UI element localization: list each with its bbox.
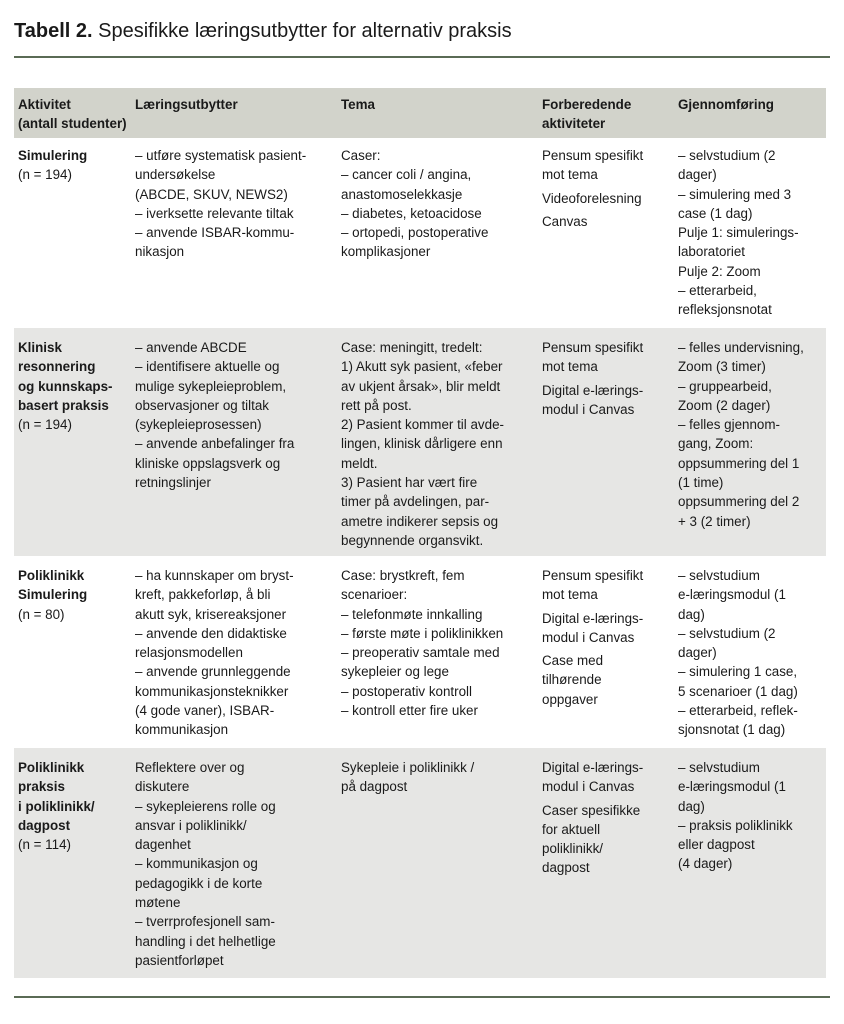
cell-line: Gjennomføring bbox=[678, 97, 774, 112]
cell-line: oppsummering del 1 bbox=[678, 455, 800, 471]
cell-line: refleksjonsnotat bbox=[678, 302, 772, 318]
bottom-rule bbox=[14, 996, 830, 998]
prep-group bbox=[542, 212, 670, 231]
cell-line: kommunikasjonsteknikker bbox=[135, 683, 289, 699]
cell-line: – telefonmøte innkalling bbox=[341, 606, 483, 622]
activity-cell bbox=[14, 146, 131, 328]
cell-line: gang, Zoom: bbox=[678, 436, 754, 452]
cell-line: og kunnskaps- bbox=[18, 378, 113, 394]
cell-line: – ortopedi, postoperative bbox=[341, 225, 489, 241]
cell-line: kreft, pakkeforløp, å bli bbox=[135, 587, 271, 603]
cell-line: Caser spesifikke bbox=[542, 802, 641, 818]
cell-line: pedagogikk i de korte bbox=[135, 875, 263, 891]
cell-line: Forberedende bbox=[542, 97, 632, 112]
cell-line: – anvende anbefalinger fra bbox=[135, 436, 295, 452]
execution-cell bbox=[674, 338, 826, 556]
cell-line: dager) bbox=[678, 645, 717, 661]
cell-line: – felles gjennom- bbox=[678, 417, 780, 433]
cell-line: Sykepleie i poliklinikk / bbox=[341, 760, 475, 775]
cell-line: (4 dager) bbox=[678, 856, 733, 872]
cell-line: poliklinikk/ bbox=[542, 841, 604, 857]
cell-line: undersøkelse bbox=[135, 167, 216, 183]
prep-cell bbox=[538, 758, 674, 978]
cell-line: (4 gode vaner), ISBAR- bbox=[135, 703, 275, 719]
header-cell bbox=[131, 95, 337, 138]
cell-line: Pensum spesifikt bbox=[542, 568, 644, 583]
execution-cell bbox=[674, 758, 826, 978]
caption-text: Spesifikke læringsutbytter for alternativ praksis bbox=[92, 20, 512, 42]
activity-cell bbox=[14, 338, 131, 556]
cell-line: – første møte i poliklinikken bbox=[341, 625, 504, 641]
cell-line: aktiviteter bbox=[542, 116, 606, 132]
cell-line: 2) Pasient kommer til avde- bbox=[341, 417, 504, 433]
cell-line: mot tema bbox=[542, 587, 598, 603]
cell-line: 1) Akutt syk pasient, «feber bbox=[341, 359, 503, 375]
cell-line: ansvar i poliklinikk/ bbox=[135, 817, 247, 833]
cell-line: – anvende ABCDE bbox=[135, 340, 247, 355]
cell-line: (antall studenter) bbox=[18, 116, 127, 132]
cell-line: Digital e-lærings- bbox=[542, 610, 644, 626]
cell-line: basert praksis bbox=[18, 397, 109, 413]
count: (n = 194) bbox=[18, 167, 72, 183]
cell-line: retningslinjer bbox=[135, 475, 211, 491]
cell-line: Simulering bbox=[18, 148, 88, 163]
cell-line: – iverksette relevante tiltak bbox=[135, 205, 294, 221]
table-row bbox=[14, 748, 826, 978]
cell-line: praksis bbox=[18, 779, 65, 795]
prep-cell bbox=[538, 338, 674, 556]
cell-line: – simulering 1 case, bbox=[678, 664, 798, 680]
header-cell bbox=[337, 95, 538, 138]
cell-line: 5 scenarioer (1 dag) bbox=[678, 683, 798, 699]
cell-line: Case med bbox=[542, 653, 604, 669]
cell-line: dag) bbox=[678, 606, 705, 622]
count: (n = 194) bbox=[18, 417, 72, 433]
prep-group bbox=[542, 801, 670, 878]
cell-line: Pensum spesifikt bbox=[542, 340, 644, 355]
prep-group bbox=[542, 651, 670, 709]
cell-line: (1 time) bbox=[678, 475, 724, 491]
cell-line: av ukjent årsak», blir meldt bbox=[341, 378, 501, 394]
activity-cell bbox=[14, 758, 131, 978]
cell-line: meldt. bbox=[341, 455, 378, 471]
cell-line: – selvstudium bbox=[678, 760, 760, 775]
cell-line: laboratoriet bbox=[678, 244, 745, 260]
cell-line: – gruppearbeid, bbox=[678, 378, 772, 394]
count: (n = 80) bbox=[18, 606, 65, 622]
cell-line: – anvende den didaktiske bbox=[135, 625, 287, 641]
table-row bbox=[14, 556, 826, 748]
cell-line: 3) Pasient har vært fire bbox=[341, 475, 478, 491]
top-rule bbox=[14, 56, 830, 58]
cell-line: timer på avdelingen, par- bbox=[341, 494, 490, 510]
table-row bbox=[14, 138, 826, 328]
cell-line: – utføre systematisk pasient- bbox=[135, 148, 307, 163]
theme-cell bbox=[337, 566, 538, 748]
cell-line: Læringsutbytter bbox=[135, 97, 238, 112]
cell-line: mulige sykepleieproblem, bbox=[135, 378, 287, 394]
cell-line: – postoperativ kontroll bbox=[341, 683, 473, 699]
cell-line: – kontroll etter fire uker bbox=[341, 703, 478, 719]
cell-line: Poliklinikk bbox=[18, 760, 85, 775]
cell-line: Digital e-lærings- bbox=[542, 760, 644, 775]
cell-line: – selvstudium bbox=[678, 568, 760, 583]
cell-line: resonnering bbox=[18, 359, 96, 375]
prep-group bbox=[542, 609, 670, 648]
cell-line: i poliklinikk/ bbox=[18, 798, 95, 814]
theme-cell bbox=[337, 758, 538, 978]
cell-line: e-læringsmodul (1 bbox=[678, 779, 786, 795]
count: (n = 114) bbox=[18, 837, 71, 853]
cell-line: mot tema bbox=[542, 359, 598, 375]
cell-line: Zoom (3 timer) bbox=[678, 359, 766, 375]
cell-line: – etterarbeid, reflek- bbox=[678, 703, 798, 719]
table-row bbox=[14, 328, 826, 556]
header-cell bbox=[14, 95, 131, 138]
cell-line: sjonsnotat (1 dag) bbox=[678, 722, 786, 738]
cell-line: – anvende ISBAR-kommu- bbox=[135, 225, 295, 241]
cell-line: Case: brystkreft, fem bbox=[341, 568, 465, 583]
cell-line: Pulje 1: simulerings- bbox=[678, 225, 799, 241]
cell-line: e-læringsmodul (1 bbox=[678, 587, 786, 603]
cell-line: tilhørende bbox=[542, 672, 602, 688]
cell-line: nikasjon bbox=[135, 244, 185, 260]
cell-line: dagenhet bbox=[135, 837, 191, 853]
prep-group bbox=[542, 758, 670, 797]
cell-line: Tema bbox=[341, 97, 375, 112]
cell-line: scenarioer: bbox=[341, 587, 408, 603]
outcomes-cell bbox=[131, 338, 337, 556]
cell-line: Zoom (2 dager) bbox=[678, 397, 771, 413]
prep-group bbox=[542, 381, 670, 420]
cell-line: på dagpost bbox=[341, 779, 408, 795]
cell-line: akutt syk, krisereaksjoner bbox=[135, 606, 287, 622]
cell-line: ametre indikerer sepsis og bbox=[341, 513, 499, 529]
cell-line: Aktivitet bbox=[18, 97, 71, 112]
prep-cell bbox=[538, 146, 674, 328]
cell-line: Pulje 2: Zoom bbox=[678, 263, 761, 279]
cell-line: oppgaver bbox=[542, 691, 598, 707]
cell-line: modul i Canvas bbox=[542, 629, 635, 645]
cell-line: for aktuell bbox=[542, 821, 601, 837]
cell-line: – anvende grunnleggende bbox=[135, 664, 291, 680]
theme-cell bbox=[337, 338, 538, 556]
cell-line: – selvstudium (2 bbox=[678, 148, 776, 163]
cell-line: modul i Canvas bbox=[542, 779, 635, 795]
cell-line: – cancer coli / angina, bbox=[341, 167, 472, 183]
cell-line: mot tema bbox=[542, 167, 598, 183]
cell-line: – simulering med 3 bbox=[678, 186, 792, 202]
cell-line: diskutere bbox=[135, 779, 190, 795]
header-row bbox=[14, 88, 826, 138]
cell-line: dager) bbox=[678, 167, 717, 183]
cell-line: anastomoselekkasje bbox=[341, 186, 463, 202]
cell-line: + 3 (2 timer) bbox=[678, 513, 751, 529]
prep-cell bbox=[538, 566, 674, 748]
cell-line: – kommunikasjon og bbox=[135, 856, 258, 872]
cell-line: – felles undervisning, bbox=[678, 340, 804, 355]
cell-line: dagpost bbox=[18, 817, 71, 833]
activity-cell bbox=[14, 566, 131, 748]
cell-line: Canvas bbox=[542, 213, 588, 229]
cell-line: pasientforløpet bbox=[135, 952, 224, 968]
cell-line: observasjoner og tiltak bbox=[135, 397, 269, 413]
cell-line: – tverrprofesjonell sam- bbox=[135, 914, 275, 930]
execution-cell bbox=[674, 566, 826, 748]
prep-group bbox=[542, 146, 670, 185]
cell-line: – ha kunnskaper om bryst- bbox=[135, 568, 294, 583]
cell-line: rett på post. bbox=[341, 397, 412, 413]
cell-line: Videoforelesning bbox=[542, 190, 642, 206]
cell-line: lingen, klinisk dårligere enn bbox=[341, 436, 503, 452]
prep-group bbox=[542, 566, 670, 605]
cell-line: (ABCDE, SKUV, NEWS2) bbox=[135, 186, 288, 202]
cell-line: – praksis poliklinikk bbox=[678, 817, 793, 833]
cell-line: – identifisere aktuelle og bbox=[135, 359, 280, 375]
cell-line: case (1 dag) bbox=[678, 205, 753, 221]
cell-line: dag) bbox=[678, 798, 705, 814]
header-cell bbox=[674, 95, 826, 138]
cell-line: Pensum spesifikt bbox=[542, 148, 644, 163]
cell-line: – etterarbeid, bbox=[678, 283, 757, 299]
cell-line: relasjonsmodellen bbox=[135, 645, 243, 661]
caption-label: Tabell 2. bbox=[14, 20, 93, 42]
cell-line: Digital e-lærings- bbox=[542, 382, 644, 398]
execution-cell bbox=[674, 146, 826, 328]
cell-line: – selvstudium (2 bbox=[678, 625, 776, 641]
cell-line: dagpost bbox=[542, 860, 590, 876]
cell-line: – diabetes, ketoacidose bbox=[341, 205, 482, 221]
prep-group bbox=[542, 338, 670, 377]
prep-group bbox=[542, 189, 670, 208]
outcomes-cell bbox=[131, 146, 337, 328]
cell-line: – sykepleierens rolle og bbox=[135, 798, 276, 814]
cell-line: komplikasjoner bbox=[341, 244, 431, 260]
cell-line: Simulering bbox=[18, 587, 88, 603]
cell-line: eller dagpost bbox=[678, 837, 755, 853]
cell-line: kommunikasjon bbox=[135, 722, 229, 738]
cell-line: oppsummering del 2 bbox=[678, 494, 800, 510]
cell-line: Klinisk bbox=[18, 340, 62, 355]
cell-line: sykepleier og lege bbox=[341, 664, 449, 680]
cell-line: – preoperativ samtale med bbox=[341, 645, 500, 661]
header-cell bbox=[538, 95, 674, 138]
cell-line: Reflektere over og bbox=[135, 760, 245, 775]
cell-line: møtene bbox=[135, 895, 181, 911]
cell-line: Poliklinikk bbox=[18, 568, 85, 583]
cell-line: begynnende organsvikt. bbox=[341, 532, 484, 548]
cell-line: kliniske oppslagsverk og bbox=[135, 455, 281, 471]
outcomes-cell bbox=[131, 758, 337, 978]
cell-line: (sykepleieprosessen) bbox=[135, 417, 262, 433]
cell-line: Case: meningitt, tredelt: bbox=[341, 340, 483, 355]
outcomes-cell bbox=[131, 566, 337, 748]
cell-line: Caser: bbox=[341, 148, 381, 163]
cell-line: handling i det helhetlige bbox=[135, 933, 276, 949]
learning-outcomes-table bbox=[14, 88, 826, 978]
cell-line: modul i Canvas bbox=[542, 401, 635, 417]
table-caption bbox=[14, 20, 512, 43]
theme-cell bbox=[337, 146, 538, 328]
